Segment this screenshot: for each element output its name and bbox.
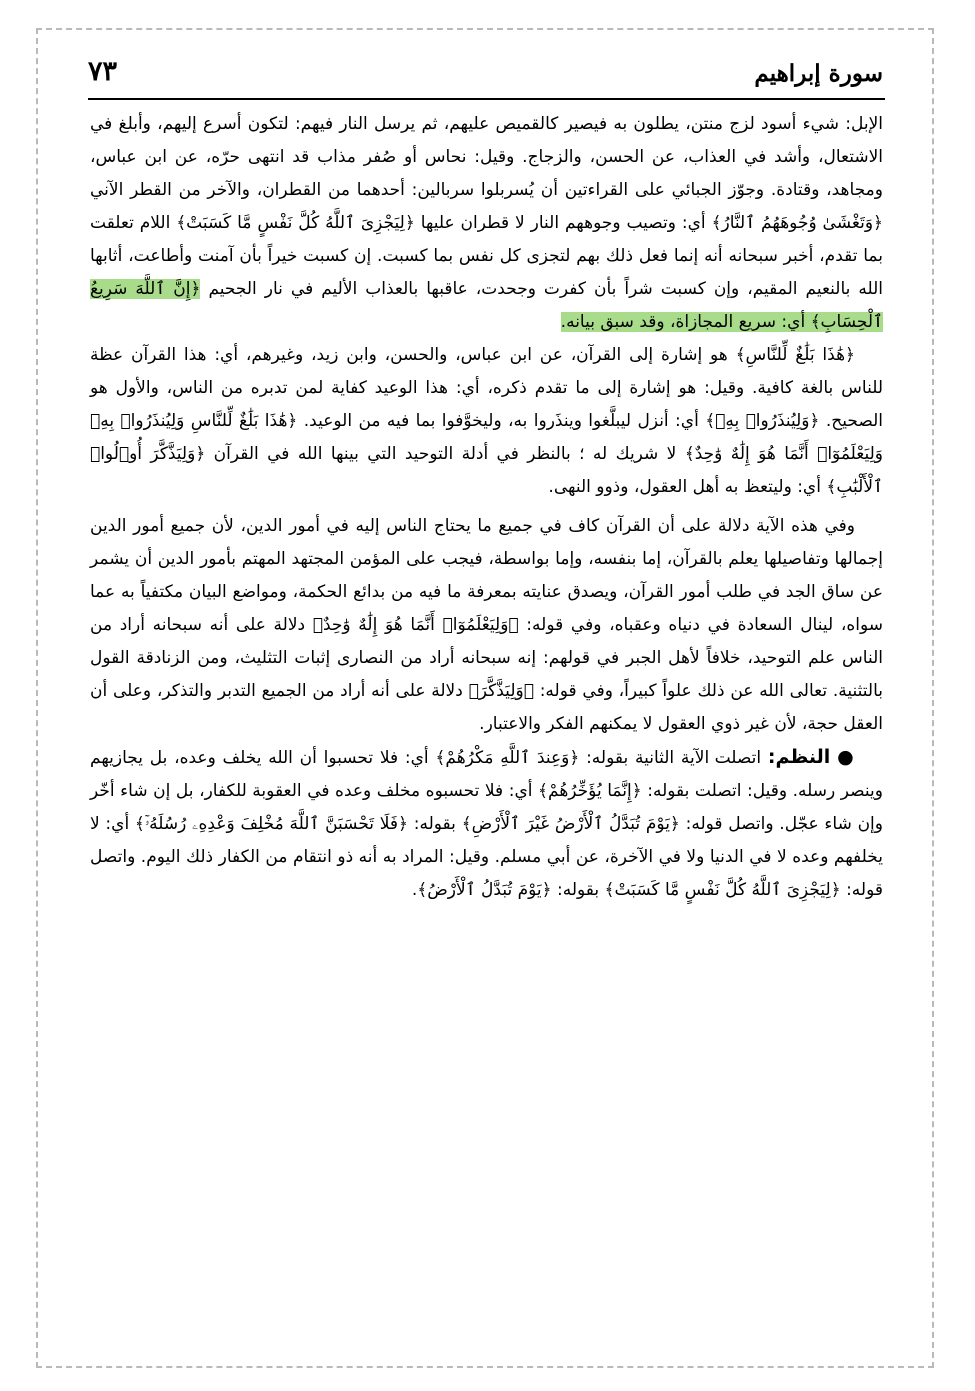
bullet-icon: ● — [837, 746, 855, 768]
paragraph-tafsir-3: وفي هذه الآية دلالة على أن القرآن كاف في جميع ما يحتاج الناس إليه في أمور الدين، لأن جميع أمور الدين إجمالها وتفاصيلها يعلم بالقرآن، إما بنفسه، وإما بواسطة، فيجب على المؤمن المجتهد المهتم بأمور الدين أن يشمر عن ساق الجد في طلب أمور القرآن، ويصدق عنايته بمعرفة ما فيه من بدائع الحكمة، ومواضع البيان مكتفياً به عما سواه، لينال السعادة في دنياه وعقباه، وفي قوله: ﴿وَلِيَعْلَمُوٓا۟ أَنَّمَا هُوَ إِلَٰهٌ وَٰحِدٌ﴾ دلالة على أنه سبحانه أراد من الناس علم التوحيد، خلافاً لأهل الجبر في قولهم: إنه سبحانه أراد من النصارى إثبات التثليث، ومن الزنادقة القول بالتثنية. تعالى الله عن ذلك علواً كبيراً، وفي قوله: ﴿وَلِيَذَّكَّرَ﴾ دلالة على أنه أراد من الجميع التدبر والتذكر، وعلى أن العقل حجة، لأن غير ذوي العقول لا يمكنهم الفكر والاعتبار. — [90, 516, 883, 734]
page-body — [90, 108, 883, 907]
header-rule — [88, 98, 885, 100]
paragraph-tafsir-2: ﴿هَٰذَا بَلَٰغٌ لِّلنَّاسِ﴾ هو إشارة إلى القرآن، عن ابن عباس، والحسن، وابن زيد، وغيرهم، أي: هذا القرآن عظة للناس بالغة كافية. وقيل: هو إشارة إلى ما تقدم ذكره، أي: هذا الوعيد كفاية لمن تدبره من الناس، والأول هو الصحيح. ﴿وَلِيُنذَرُوا۟ بِهِۦ﴾ أي: أنزل ليبلَّغوا وينذَروا به، وليخوَّفوا بما فيه من الوعيد. ﴿هَٰذَا بَلَٰغٌ لِّلنَّاسِ وَلِيُنذَرُوا۟ بِهِۦ وَلِيَعْلَمُوٓا۟ أَنَّمَا هُوَ إِلَٰهٌ وَٰحِدٌ﴾ لا شريك له ؛ بالنظر في أدلة التوحيد التي بينها الله في القرآن ﴿وَلِيَذَّكَّرَ أُو۟لُوا۟ ٱلْأَلْبَٰبِ﴾ أي: وليتعظ به أهل العقول، وذوو النهى. — [90, 345, 883, 497]
paragraph-last-line: الأليم في نار الجحيم — [208, 279, 358, 299]
nazm-text: اتصلت الآية الثانية بقوله: ﴿وَعِندَ ٱللَّهِ مَكْرُهُمْ﴾ أي: فلا تحسبوا أن الله يخلف وعده، بل يجازيهم وينصر رسله. وقيل: اتصلت بقوله: ﴿إِنَّمَا يُؤَخِّرُهُمْ﴾ أي: فلا تحسبوه مخلف وعده في العقوبة للكفار، بل إن شاء أخّر وإن شاء عجّل. واتصل قوله: ﴿يَوْمَ تُبَدَّلُ ٱلْأَرْضُ غَيْرَ ٱلْأَرْضِ﴾ بقوله: ﴿فَلَا تَحْسَبَنَّ ٱللَّهَ مُخْلِفَ وَعْدِهِۦ رُسُلَهُۥٓ﴾ أي: لا يخلفهم وعده لا في الدنيا ولا في الآخرة، عن أبي مسلم. وقيل: المراد به أنه ذو انتقام من الكفار ذلك اليوم. واتصل قوله: ﴿لِيَجْزِىَ ٱللَّهُ كُلَّ نَفْسٍ مَّا كَسَبَتْ﴾ بقوله: ﴿يَوْمَ تُبَدَّلُ ٱلْأَرْضُ﴾. — [90, 748, 883, 900]
paragraph-tafsir-1 — [90, 108, 883, 339]
surah-title: سورة إبراهيم — [754, 60, 883, 87]
nazm-heading: النظم: — [767, 746, 831, 768]
paragraph-text: الإبل: شيء أسود لزج منتن، يطلون به فيصير كالقميص عليهم، ثم يرسل النار فيهم: لتكون أسرع إليهم، وأبلغ في الاشتعال، وأشد في العذاب، عن الحسن، والزجاج. وقيل: نحاس أو صُفر مذاب قد انتهى حرّه، عن ابن عباس، ومجاهد، وقتادة. وجوّز الجبائي على القراءتين أن يُسربلوا سربالين: أحدهما من القطران، والآخر من القطر الآني ﴿وَتَغْشَىٰ وُجُوهَهُمُ ٱلنَّارُ﴾ أي: وتصيب وجوههم النار لا قطران عليها ﴿لِيَجْزِىَ ٱللَّهُ كُلَّ نَفْسٍ مَّا كَسَبَتْ﴾ اللام تعلقت بما تقدم، أخبر سبحانه أنه إنما فعل ذلك بهم لتجزى كل نفس بما كسبت. إن كسبت خيراً بأن آمنت وأطاعت، أثابها الله بالنعيم المقيم، وإن كسبت شراً بأن كفرت وجحدت، عاقبها بالعذاب — [90, 114, 884, 299]
paragraph-nazm — [90, 741, 883, 907]
highlighted-verse: ﴿إِنَّ ٱللَّهَ سَرِيعُ ٱلْحِسَابِ﴾ أي: سريع المجازاة، وقد سبق بيانه. — [90, 279, 883, 332]
page-number: ٧٣ — [88, 56, 118, 87]
page-header — [88, 56, 883, 96]
